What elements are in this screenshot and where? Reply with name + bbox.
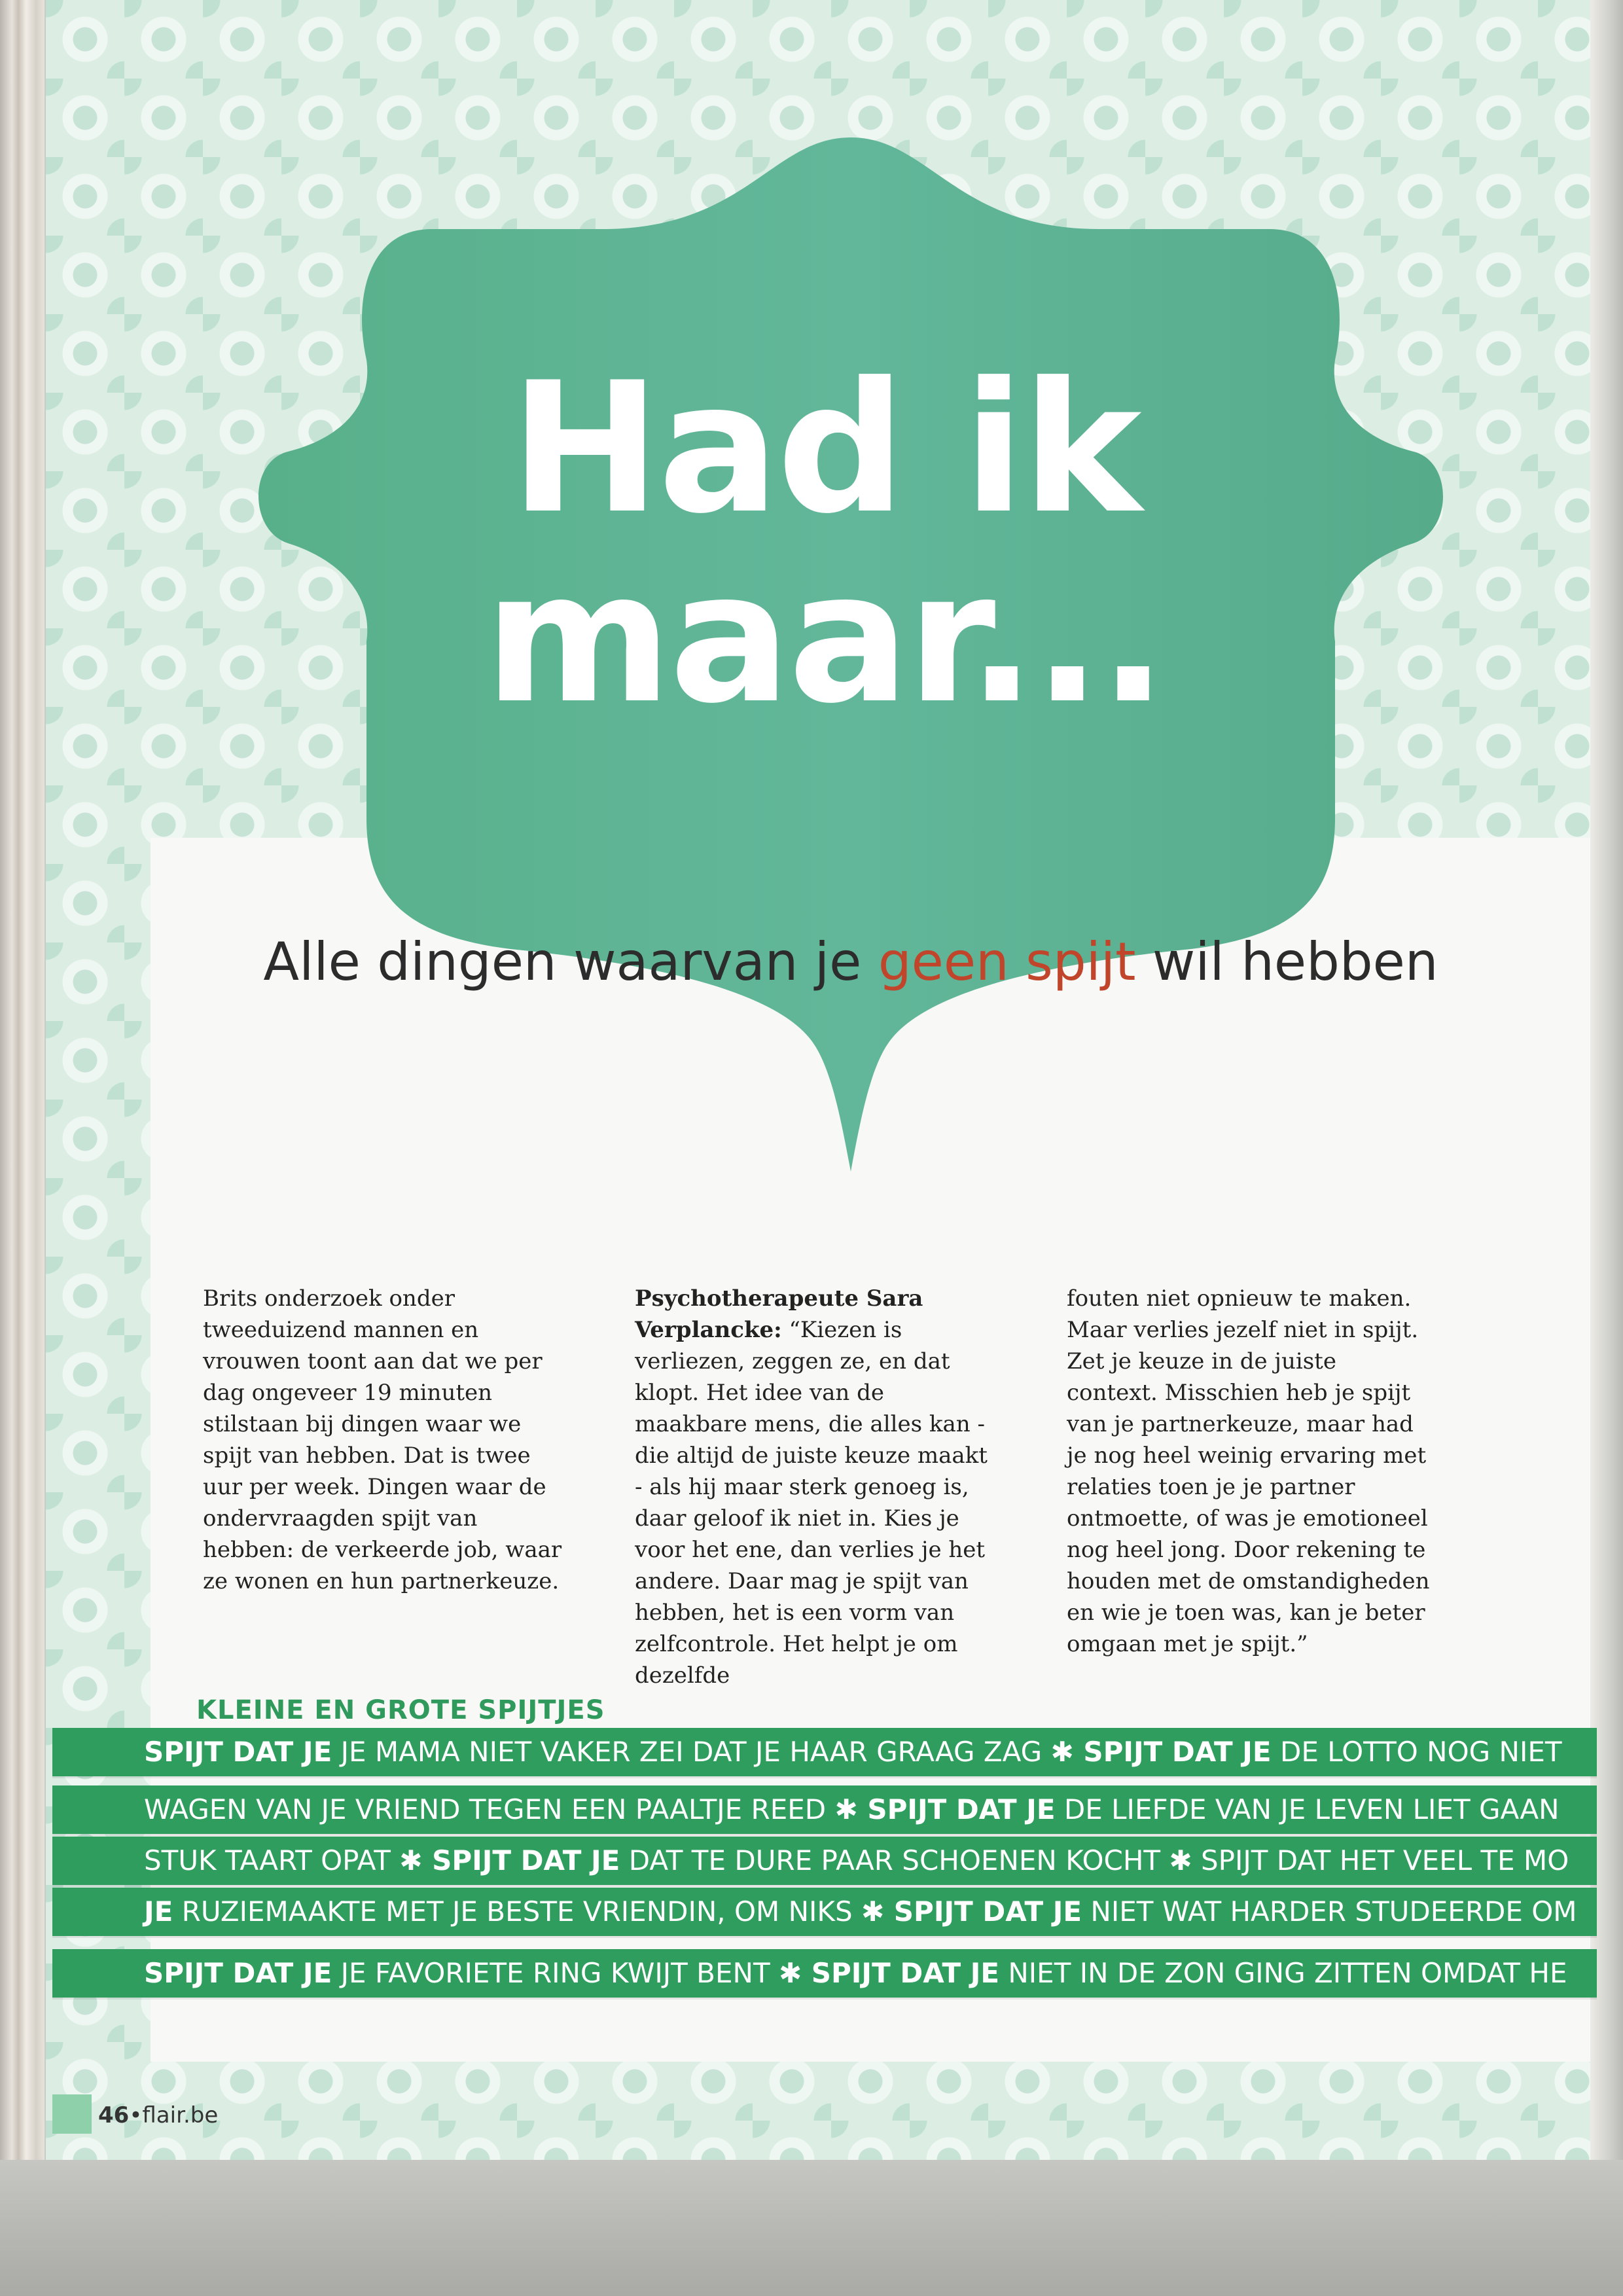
column-2-lead: Psychotherapeute Sara Verplancke: bbox=[635, 1285, 923, 1343]
regret-ribbon bbox=[52, 1949, 1597, 1998]
subtitle-part-1: Alle dingen waarvan je bbox=[263, 931, 878, 992]
ribbon-text-1: STUK TAART OPAT bbox=[144, 1844, 400, 1876]
regret-ribbon bbox=[52, 1888, 1597, 1936]
ribbon-bold-1: JE bbox=[144, 1895, 173, 1928]
page-subtitle bbox=[196, 929, 1505, 995]
footer-dot: • bbox=[129, 2102, 143, 2128]
ribbon-text-2: NIET WAT HARDER STUDEERDE OM bbox=[1082, 1895, 1577, 1928]
section-title: KLEINE EN GROTE SPIJTJES bbox=[196, 1695, 605, 1725]
page-binding-edge bbox=[0, 0, 46, 2160]
asterisk-separator-icon: ✱ bbox=[1050, 1736, 1074, 1768]
asterisk-separator-icon: ✱ bbox=[834, 1793, 858, 1825]
page-footer bbox=[98, 2102, 218, 2128]
ribbon-text-1: WAGEN VAN JE VRIEND TEGEN EEN PAALTJE REED bbox=[144, 1793, 835, 1825]
asterisk-separator-icon: ✱ bbox=[778, 1957, 802, 1989]
footer-color-square bbox=[52, 2094, 92, 2134]
footer-site: flair.be bbox=[142, 2102, 219, 2128]
regret-ribbon bbox=[52, 1837, 1597, 1885]
ribbon-text-2: DE LIEFDE VAN JE LEVEN LIET GAAN bbox=[1055, 1793, 1560, 1825]
ribbon-bold-2: SPIJT DAT JE bbox=[802, 1957, 1000, 1989]
ribbon-bold-2: SPIJT DAT JE bbox=[1073, 1736, 1272, 1768]
ribbon-bold-1: SPIJT DAT JE bbox=[144, 1957, 332, 1989]
column-2-text: “Kiezen is verliezen, zeggen ze, en dat klopt. Het idee van de maakbare mens, die alles kan - die altijd de juiste keuze maakt - als hij maar sterk genoeg is, daar geloof ik niet in. Kies je voor het ene, dan verlies je het andere. Daar mag je spijt van hebben, het is een vorm van zelfcontrole. Het helpt je om dezelfde bbox=[635, 1317, 988, 1689]
page-headline bbox=[393, 344, 1257, 743]
ribbon-text-1: JE MAMA NIET VAKER ZEI DAT JE HAAR GRAAG ZAG bbox=[332, 1736, 1051, 1768]
asterisk-separator-icon: ✱ bbox=[861, 1895, 885, 1928]
ribbon-bold-2: SPIJT DAT JE bbox=[422, 1844, 620, 1876]
article-column-3: fouten niet opnieuw te maken. Maar verlies jezelf niet in spijt. Zet je keuze in de juiste context. Misschien heb je spijt van je partnerkeuze, maar had je nog heel weinig ervaring met relaties toen je je partner ontmoette, of was je emotioneel nog heel jong. Door rekening te houden met de omstandigheden en wie je toen was, kan je beter omgaan met je spijt.” bbox=[1067, 1285, 1430, 1657]
ribbon-text-1: JE FAVORIETE RING KWIJT BENT bbox=[332, 1957, 779, 1989]
page-number: 46 bbox=[98, 2102, 130, 2128]
headline-line-1: Had ik bbox=[510, 344, 1139, 553]
subtitle-accent: geen spijt bbox=[878, 931, 1136, 992]
ribbon-bold-2: SPIJT DAT JE bbox=[884, 1895, 1082, 1928]
ribbon-bold-2: SPIJT DAT JE bbox=[857, 1793, 1056, 1825]
asterisk-separator-icon: ✱ bbox=[399, 1844, 423, 1876]
article-column-2 bbox=[635, 1283, 1001, 1691]
ribbon-text-2: NIET IN DE ZON GING ZITTEN OMDAT HE bbox=[999, 1957, 1567, 1989]
regret-ribbon bbox=[52, 1785, 1597, 1834]
ribbon-text-1: RUZIEMAAKTE MET JE BESTE VRIENDIN, OM NIKS bbox=[173, 1895, 861, 1928]
regret-ribbon bbox=[52, 1728, 1597, 1776]
ribbon-text-2: DAT TE DURE PAAR SCHOENEN KOCHT ✱ SPIJT DAT HET VEEL TE MO bbox=[620, 1844, 1569, 1876]
headline-line-2: maar... bbox=[484, 533, 1165, 743]
ribbon-text-2: DE LOTTO NOG NIET bbox=[1271, 1736, 1562, 1768]
scan-background bbox=[0, 2160, 1623, 2296]
article-column-1: Brits onderzoek onder tweeduizend mannen en vrouwen toont aan dat we per dag ongeveer 19 minuten stilstaan bij dingen waar we spijt van hebben. Dat is twee uur per week. Dingen waar de ondervraagden spijt van hebben: de verkeerde job, waar ze wonen en hun partnerkeuze. bbox=[203, 1285, 562, 1594]
subtitle-part-2: wil hebben bbox=[1135, 931, 1438, 992]
ribbon-bold-1: SPIJT DAT JE bbox=[144, 1736, 332, 1768]
